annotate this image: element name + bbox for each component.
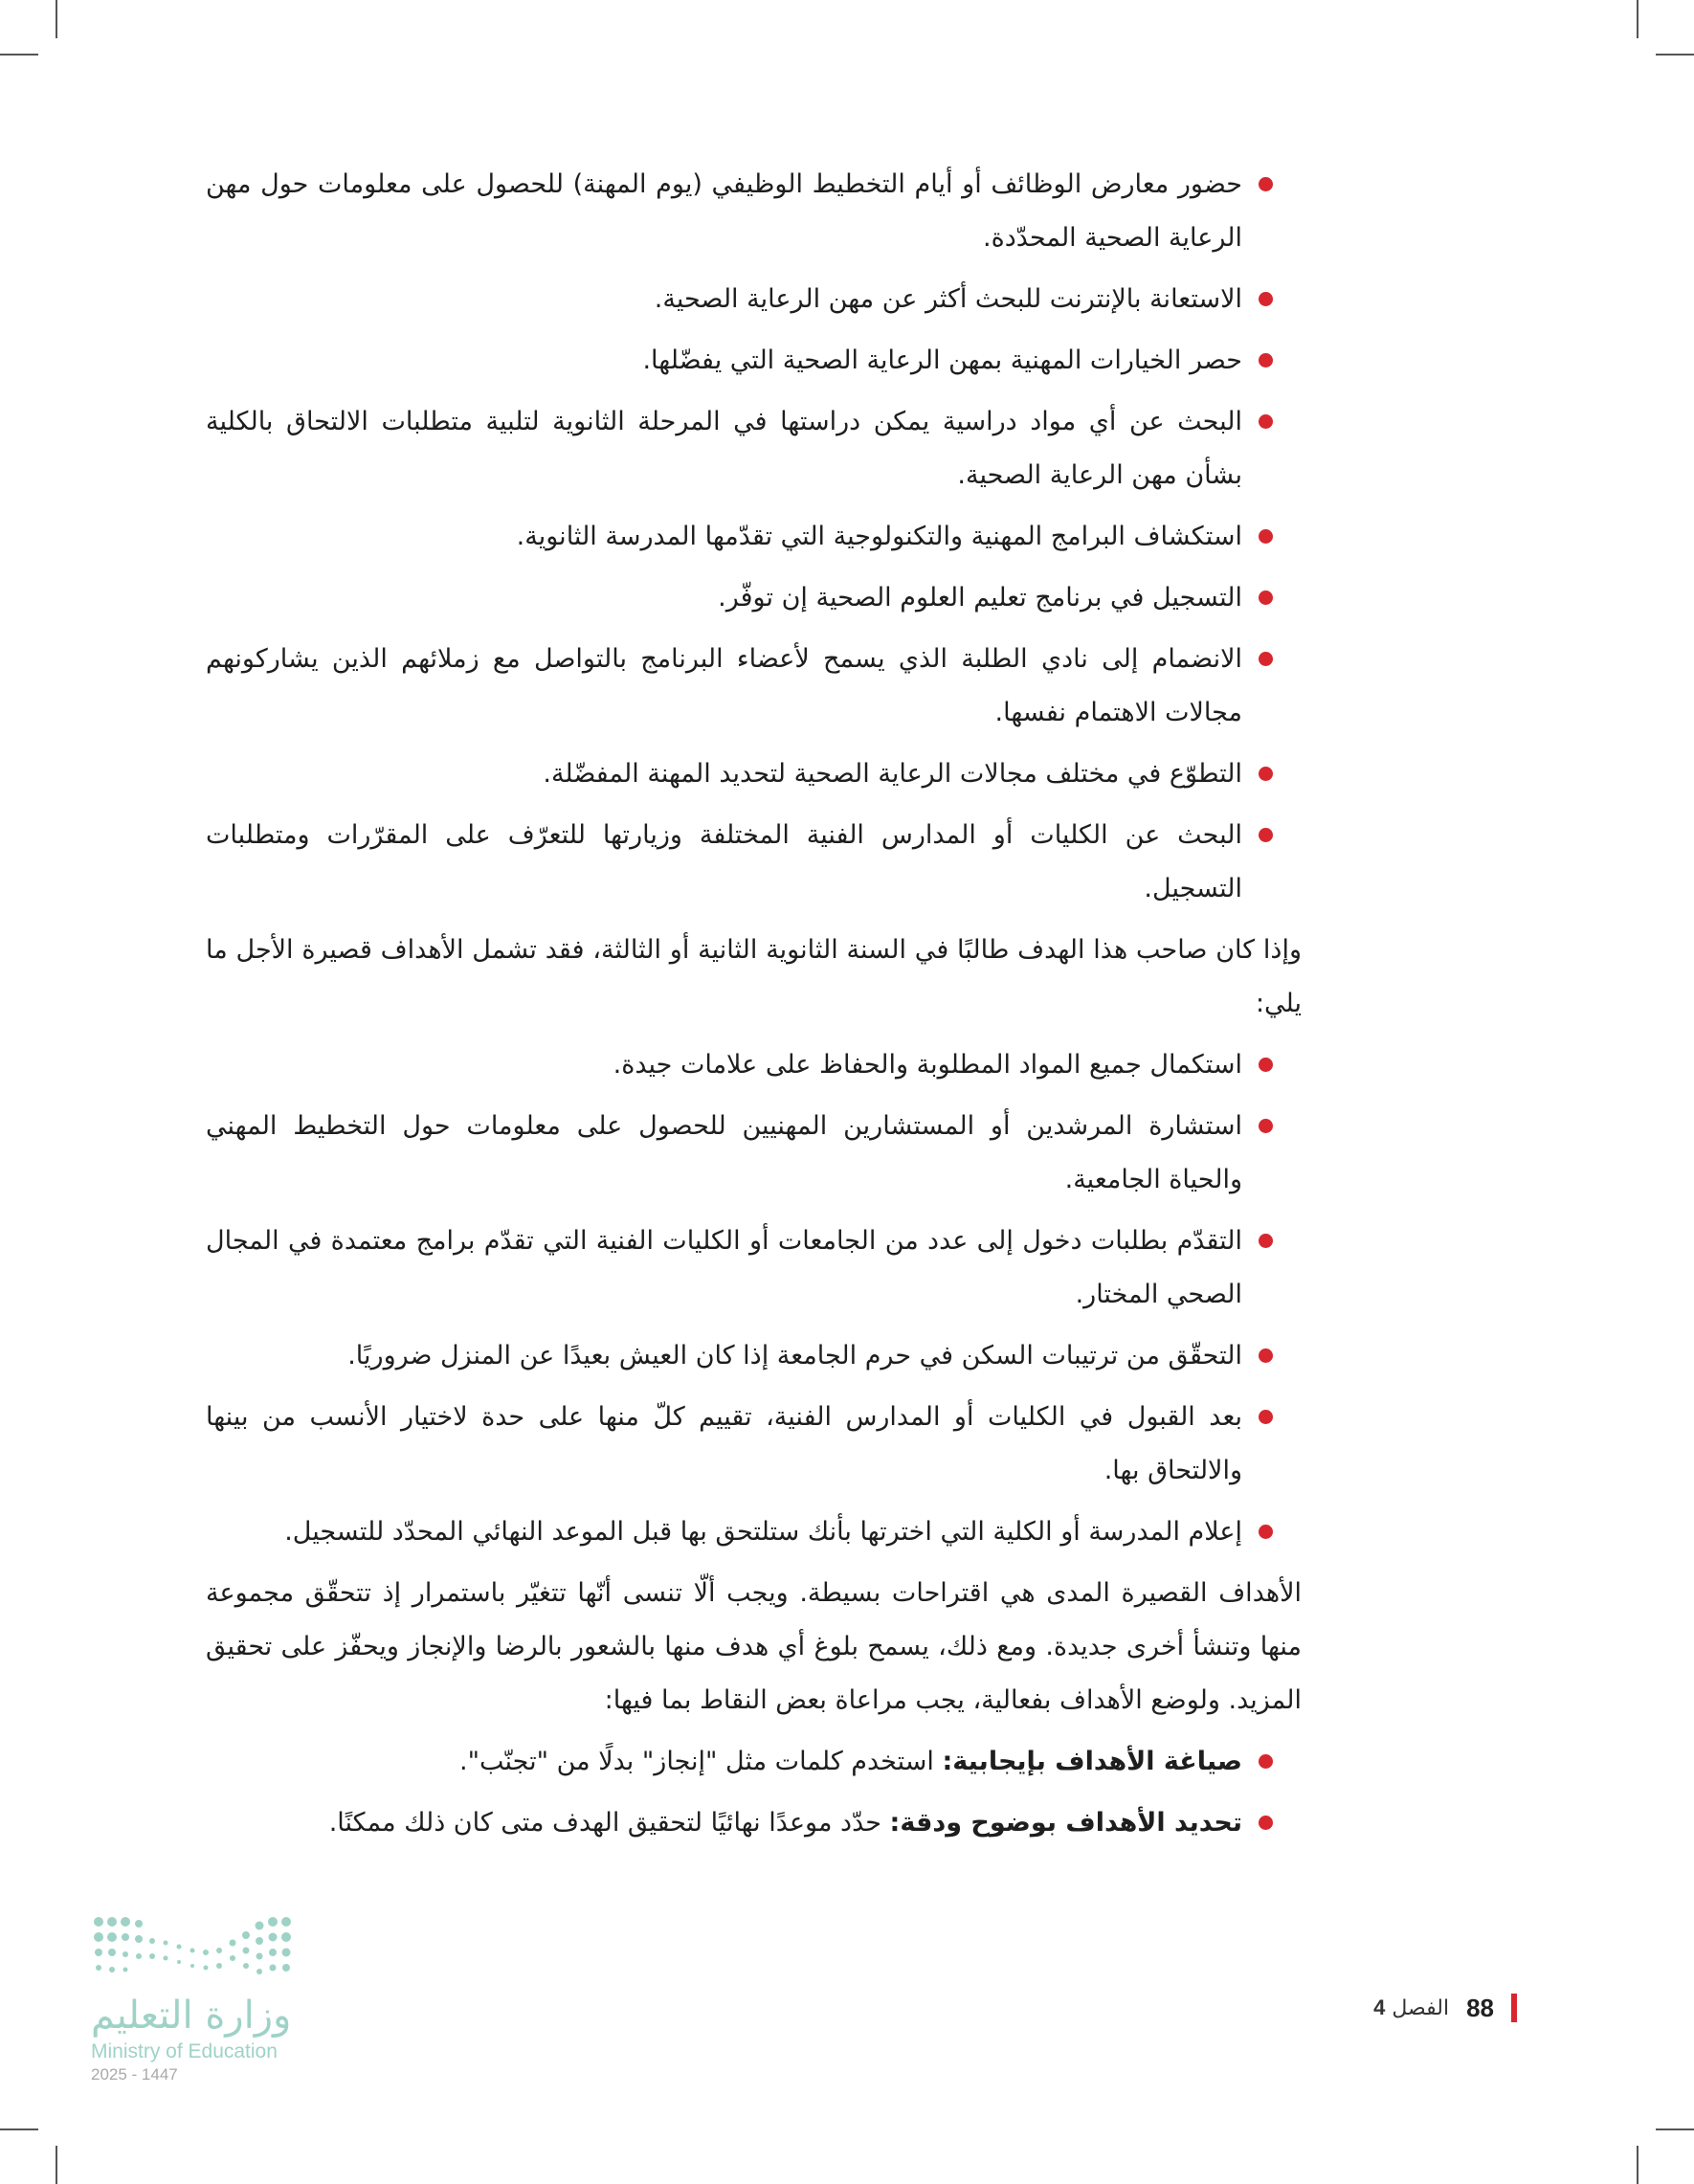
list-item bbox=[206, 273, 1302, 326]
tip-label: تحديد الأهداف بوضوح ودقة: bbox=[889, 1808, 1242, 1838]
logo-english-text: Ministry of Education bbox=[91, 2040, 278, 2062]
list-item-text: استكشاف البرامج المهنية والتكنولوجية التي تقدّمها المدرسة الثانوية. bbox=[516, 522, 1242, 551]
list-item-text: البحث عن الكليات أو المدارس الفنية المختلفة وزيارتها للتعرّف على المقرّرات ومتطلبات التسجيل. bbox=[206, 820, 1242, 903]
list-item bbox=[206, 1215, 1302, 1322]
page-footer bbox=[1373, 1989, 1517, 2027]
bullet-dot-icon bbox=[1259, 353, 1273, 368]
list-item bbox=[206, 747, 1302, 801]
list-item bbox=[206, 1391, 1302, 1498]
list-item bbox=[206, 571, 1302, 625]
list-item bbox=[206, 1038, 1302, 1092]
tips-list bbox=[206, 1735, 1302, 1850]
list-item-text: البحث عن أي مواد دراسية يمكن دراستها في المرحلة الثانوية لتلبية متطلبات الالتحاق بالكلية بشأن مهن الرعاية الصحية. bbox=[206, 407, 1242, 490]
page-number: 88 bbox=[1466, 1993, 1494, 2022]
list-item bbox=[206, 809, 1302, 916]
ministry-logo bbox=[91, 1914, 311, 2084]
bullet-dot-icon bbox=[1259, 1525, 1273, 1539]
list-item bbox=[206, 158, 1302, 265]
list-item-text: حصر الخيارات المهنية بمهن الرعاية الصحية التي يفضّلها. bbox=[642, 345, 1242, 375]
bullet-dot-icon bbox=[1259, 1348, 1273, 1363]
bullet-dot-icon bbox=[1259, 177, 1273, 191]
list-item bbox=[206, 633, 1302, 740]
logo-arabic-text: وزارة التعليم bbox=[91, 1994, 292, 2038]
paragraph: وإذا كان صاحب هذا الهدف طالبًا في السنة الثانوية الثانية أو الثالثة، فقد تشمل الأهداف قصيرة الأجل ما يلي: bbox=[206, 935, 1302, 1018]
bullet-dot-icon bbox=[1259, 767, 1273, 781]
list-item bbox=[206, 1796, 1302, 1850]
list-item-text: التقدّم بطلبات دخول إلى عدد من الجامعات أو الكليات الفنية التي تقدّم برامج معتمدة في المجال الصحي المختار. bbox=[206, 1226, 1242, 1309]
logo-year: 2025 - 1447 bbox=[91, 2065, 178, 2084]
list-item bbox=[206, 1505, 1302, 1559]
bullet-dot-icon bbox=[1259, 828, 1273, 842]
bullet-list-2 bbox=[206, 1038, 1302, 1559]
chapter-number: 4 bbox=[1373, 1995, 1386, 2019]
crop-mark bbox=[0, 54, 38, 56]
list-item bbox=[206, 395, 1302, 502]
list-item-text: الاستعانة بالإنترنت للبحث أكثر عن مهن الرعاية الصحية. bbox=[654, 284, 1242, 314]
list-item-text: إعلام المدرسة أو الكلية التي اخترتها بأنك ستلتحق بها قبل الموعد النهائي المحدّد للتسجيل. bbox=[284, 1517, 1242, 1547]
crop-mark bbox=[1656, 54, 1694, 56]
bullet-dot-icon bbox=[1259, 292, 1273, 306]
chapter-label-text: الفصل bbox=[1392, 1996, 1450, 2020]
list-item-text: التسجيل في برنامج تعليم العلوم الصحية إن توفّر. bbox=[718, 583, 1242, 613]
crop-mark bbox=[1637, 2146, 1638, 2184]
bullet-dot-icon bbox=[1259, 1754, 1273, 1769]
bullet-dot-icon bbox=[1259, 414, 1273, 429]
logo-dots-icon bbox=[91, 1914, 301, 1981]
list-item bbox=[206, 510, 1302, 564]
bullet-list-1 bbox=[206, 158, 1302, 916]
crop-mark bbox=[56, 0, 57, 38]
crop-mark bbox=[1656, 2128, 1694, 2130]
list-item-text: بعد القبول في الكليات أو المدارس الفنية، تقييم كلّ منها على حدة لاختيار الأنسب من بينها والالتحاق بها. bbox=[206, 1402, 1242, 1485]
bullet-dot-icon bbox=[1259, 1119, 1273, 1133]
bullet-dot-icon bbox=[1259, 652, 1273, 666]
list-item-text: استكمال جميع المواد المطلوبة والحفاظ على علامات جيدة. bbox=[613, 1050, 1242, 1080]
page-content bbox=[206, 158, 1302, 1858]
bullet-dot-icon bbox=[1259, 1058, 1273, 1072]
bullet-dot-icon bbox=[1259, 591, 1273, 605]
tip-label: صياغة الأهداف بإيجابية: bbox=[942, 1747, 1242, 1776]
crop-mark bbox=[56, 2146, 57, 2184]
crop-mark bbox=[0, 2128, 38, 2130]
list-item-text: الانضمام إلى نادي الطلبة الذي يسمح لأعضاء البرنامج بالتواصل مع زملائهم الذين يشاركونهم مجالات الاهتمام نفسها. bbox=[206, 644, 1242, 727]
tip-text: استخدم كلمات مثل "إنجاز" بدلًا من "تجنّب". bbox=[459, 1747, 934, 1776]
bullet-dot-icon bbox=[1259, 1410, 1273, 1424]
paragraph: الأهداف القصيرة المدى هي اقتراحات بسيطة. ويجب ألّا تنسى أنّها تتغيّر باستمرار إذ تتحقّق مجموعة منها وتنشأ أخرى جديدة. ومع ذلك، يسمح بلوغ أي هدف منها بالشعور بالرضا والإنجاز ويحفّز على تحقيق المزيد. ولوضع الأهداف بفعالية، يجب مراعاة بعض النقاط بما فيها: bbox=[206, 1578, 1302, 1715]
list-item bbox=[206, 1100, 1302, 1207]
list-item-text: التحقّق من ترتيبات السكن في حرم الجامعة إذا كان العيش بعيدًا عن المنزل ضروريًا. bbox=[347, 1341, 1242, 1371]
list-item-text: حضور معارض الوظائف أو أيام التخطيط الوظيفي (يوم المهنة) للحصول على معلومات حول مهن الرعاية الصحية المحدّدة. bbox=[206, 169, 1242, 253]
list-item-text: التطوّع في مختلف مجالات الرعاية الصحية لتحديد المهنة المفضّلة. bbox=[543, 759, 1242, 789]
list-item bbox=[206, 1735, 1302, 1789]
list-item bbox=[206, 334, 1302, 388]
bullet-dot-icon bbox=[1259, 1234, 1273, 1248]
footer-red-bar bbox=[1511, 1994, 1517, 2022]
bullet-dot-icon bbox=[1259, 529, 1273, 544]
list-item-text: استشارة المرشدين أو المستشارين المهنيين للحصول على معلومات حول التخطيط المهني والحياة الجامعية. bbox=[206, 1111, 1242, 1194]
bullet-dot-icon bbox=[1259, 1816, 1273, 1830]
chapter-label bbox=[1373, 1995, 1449, 2020]
tip-text: حدّد موعدًا نهائيًا لتحقيق الهدف متى كان ذلك ممكنًا. bbox=[328, 1808, 881, 1838]
crop-mark bbox=[1637, 0, 1638, 38]
list-item bbox=[206, 1329, 1302, 1383]
